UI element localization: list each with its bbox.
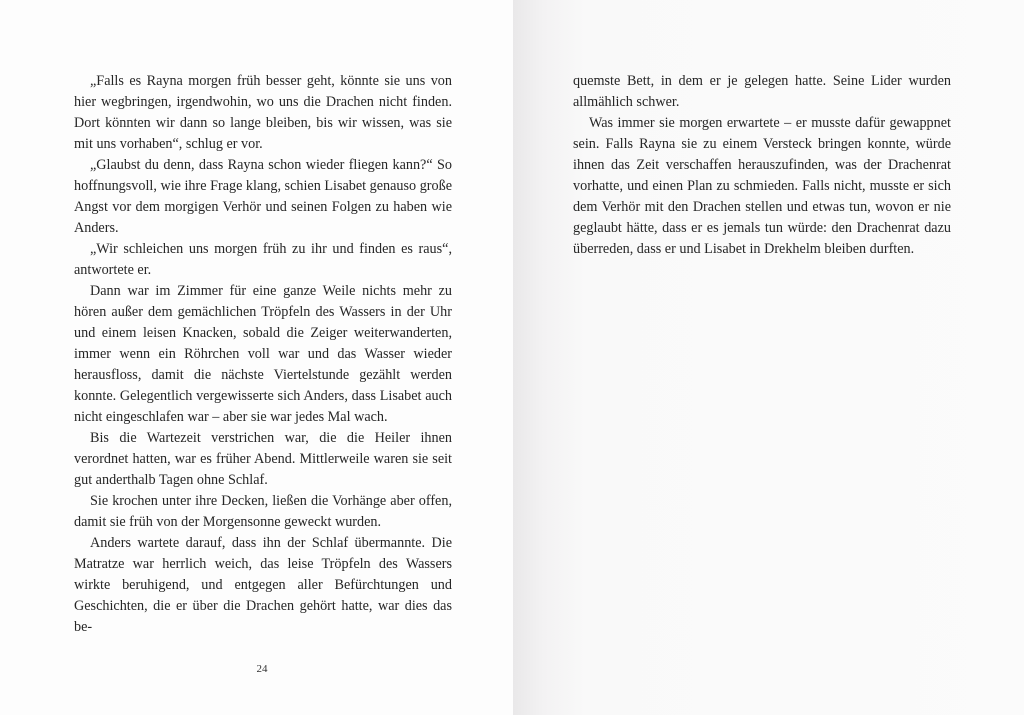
paragraph: Sie krochen unter ihre Decken, ließen die Vorhänge aber offen, damit sie früh von der Morgensonne geweckt wurden. xyxy=(74,493,452,530)
paragraph: „Wir schleichen uns morgen früh zu ihr und finden es raus“, antwortete er. xyxy=(74,241,452,278)
right-page-text xyxy=(573,71,951,260)
continued-paragraph: quemste Bett, in dem er je gelegen hatte. Seine Lider wurden allmählich schwer. xyxy=(573,73,951,110)
paragraph: Was immer sie morgen erwartete – er musste dafür gewappnet sein. Falls Rayna sie zu einem Versteck bringen konnte, würde ihnen das Zeit verschaffen herauszufinden, was der Drachenrat vorhatte, und einen Plan zu schmieden. Falls nicht, musste er sich dem Verhör mit den Drachen stellen und etwas tun, wovon er nie geglaubt hätte, dass er es jemals tun würde: den Drachenrat dazu überreden, dass er und Lisabet in Drekhelm bleiben durften. xyxy=(573,115,951,257)
paragraph: Dann war im Zimmer für eine ganze Weile nichts mehr zu hören außer dem gemächlichen Tröpfeln des Wassers in der Uhr und einem leisen Knacken, sobald die Zeiger weiterwanderten, immer wenn ein Röhrchen voll war und das Wasser wieder herausfloss, damit die nächste Viertelstunde gezählt werden konnte. Gelegentlich vergewisserte sich Anders, dass Lisabet auch nicht eingeschlafen war – aber sie war jedes Mal wach. xyxy=(74,283,452,425)
right-page xyxy=(513,0,1024,715)
page-number: 24 xyxy=(256,663,268,675)
paragraph: „Glaubst du denn, dass Rayna schon wieder fliegen kann?“ So hoffnungsvoll, wie ihre Frage klang, schien Lisabet genauso große Angst vor dem morgigen Verhör und seinen Folgen zu haben wie Anders. xyxy=(74,157,452,236)
left-page-text xyxy=(74,71,452,638)
paragraph: „Falls es Rayna morgen früh besser geht, könnte sie uns von hier wegbringen, irgendwohin, wo uns die Drachen nicht finden. Dort könnten wir dann so lange bleiben, bis wir wissen, was sie mit uns vorhaben“, schlug er vor. xyxy=(74,73,452,152)
paragraph: Anders wartete darauf, dass ihn der Schlaf übermannte. Die Matratze war herrlich weich, das leise Tröpfeln des Wassers wirkte beruhigend, und entgegen aller Befürchtungen und Geschichten, die er über die Drachen gehört hatte, war dies das be- xyxy=(74,535,452,635)
paragraph: Bis die Wartezeit verstrichen war, die die Heiler ihnen verordnet hatten, war es früher Abend. Mittlerweile waren sie seit gut anderthalb Tagen ohne Schlaf. xyxy=(74,430,452,488)
